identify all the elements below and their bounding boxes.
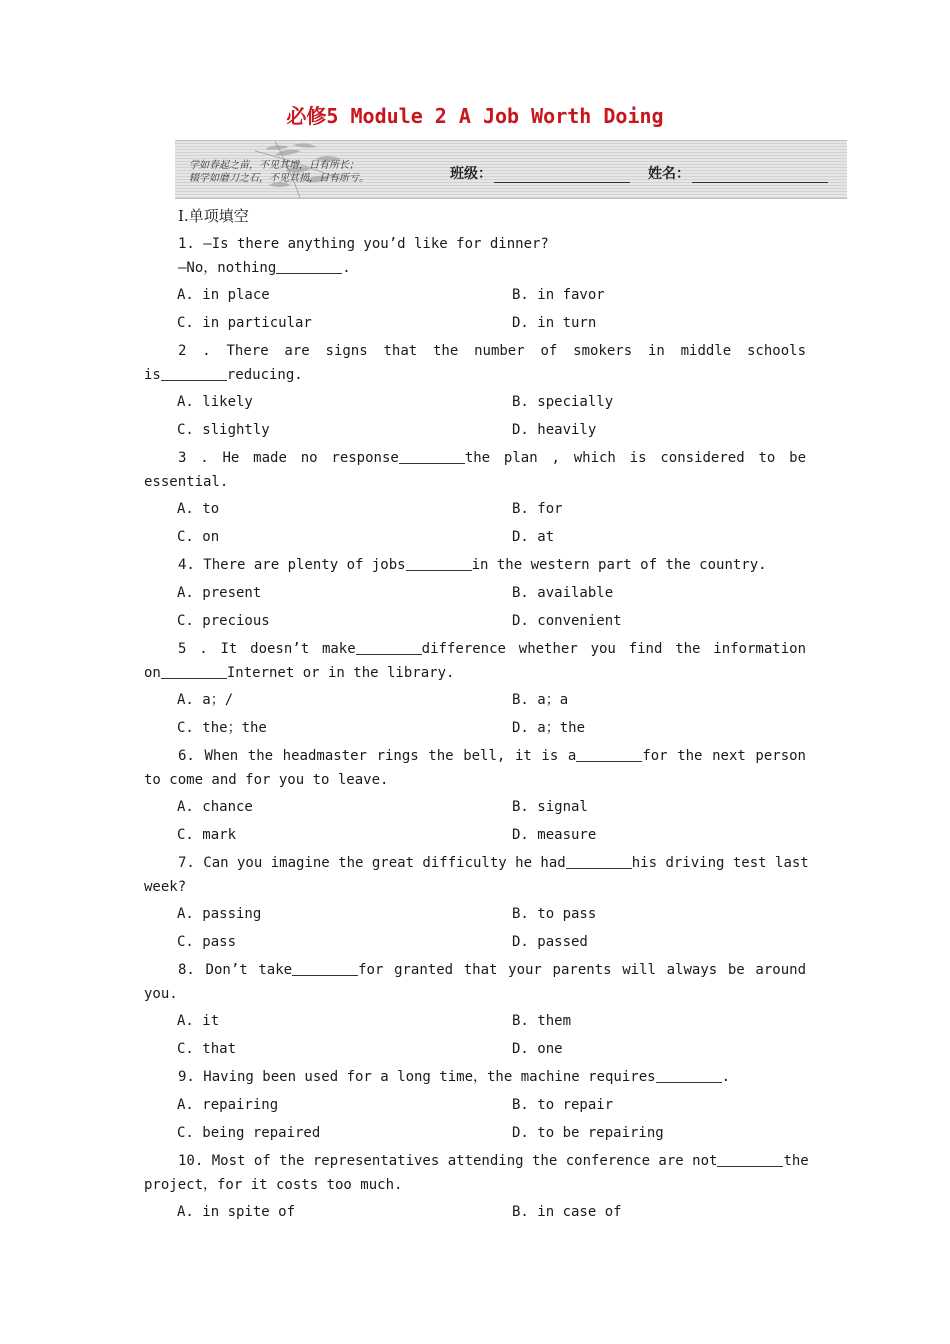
option-d[interactable]: D. measure [512,827,597,843]
question-text: to come and for you to leave. [144,772,389,788]
question-2-line2 [144,363,806,388]
option-a[interactable]: A. it [177,1013,220,1029]
option-c[interactable]: C. precious [177,613,270,629]
question-list [144,230,809,1226]
question-text: 2 . There are signs that the number of smokers in middle schools [178,343,806,359]
answer-blank[interactable] [566,854,632,869]
question-6-stem [144,742,806,770]
question-5-options-ab [144,686,806,714]
question-text: you. [144,986,178,1002]
question-4-options-ab [144,579,806,607]
question-text: 3 . He made no response [178,450,399,466]
option-b[interactable]: B. available [512,585,614,601]
page-title: 必修5 Module 2 A Job Worth Doing [286,104,664,128]
question-3-line2 [144,470,806,495]
answer-blank[interactable] [356,640,422,655]
question-text: 10. Most of the representatives attending the conference are not [178,1153,718,1169]
question-8-options-ab [144,1007,806,1035]
answer-blank[interactable] [576,747,642,762]
question-7-options-ab [144,900,806,928]
header-banner [175,140,847,199]
question-3-options-cd [144,523,806,551]
option-d[interactable]: D. heavily [512,422,597,438]
answer-blank[interactable] [717,1152,783,1167]
question-text: the [783,1153,809,1169]
question-5-options-cd [144,714,806,742]
question-8-options-cd [144,1035,806,1063]
answer-blank[interactable] [161,664,227,679]
answer-blank[interactable] [656,1068,722,1083]
class-field[interactable] [450,163,630,183]
option-b[interactable]: B. specially [512,394,614,410]
question-text: for the next person [642,748,806,764]
question-2-options-cd [144,416,806,444]
name-field[interactable] [648,163,828,183]
question-7-line2 [144,875,806,900]
question-text: . [721,1069,731,1085]
question-6-options-ab [144,793,806,821]
option-c[interactable]: C. that [177,1041,237,1057]
question-10-line2 [144,1173,806,1198]
question-text: for granted that your parents will always be around [358,962,806,978]
question-3-stem [144,444,806,472]
question-text: difference whether you find the information [421,641,806,657]
question-text: is [144,367,161,383]
name-label: 姓名： [648,166,690,182]
option-c[interactable]: C. on [177,529,220,545]
question-10-options-ab [144,1198,806,1226]
option-c[interactable]: C. the；the [177,720,267,736]
option-c[interactable]: C. in particular [177,315,312,331]
answer-blank[interactable] [406,556,472,571]
question-3-options-ab [144,495,806,523]
motto [189,159,369,185]
question-4-stem [144,551,806,579]
question-6-options-cd [144,821,806,849]
option-b[interactable]: B. in favor [512,287,605,303]
question-text: essential. [144,474,229,490]
question-text: on [144,665,161,681]
motto-line-1: 学如春起之苗，不见其增，日有所长； [189,160,359,171]
question-text: the plan , which is considered to be [464,450,806,466]
class-label: 班级： [450,166,492,182]
option-b[interactable]: B. them [512,1013,572,1029]
answer-blank[interactable] [161,366,227,381]
option-a[interactable]: A. likely [177,394,253,410]
question-8-line2 [144,982,806,1007]
question-1-line2 [144,256,806,281]
question-1-stem [144,230,806,258]
option-d[interactable]: D. one [512,1041,563,1057]
question-10-stem [144,1147,809,1175]
section-title: I.单项填空 [178,207,249,225]
question-9-stem [144,1063,806,1091]
question-text: —No，nothing [178,260,277,276]
question-text: 5 . It doesn’t make [178,641,356,657]
option-d[interactable]: D. to be repairing [512,1125,664,1141]
question-text: 8. Don’t take [178,962,293,978]
option-d[interactable]: D. convenient [512,613,622,629]
question-5-stem [144,635,806,663]
option-c[interactable]: C. slightly [177,422,270,438]
answer-blank[interactable] [276,259,342,274]
question-9-options-cd [144,1119,806,1147]
question-text: 7. Can you imagine the great difficulty he had [178,855,566,871]
option-b[interactable]: B. a；a [512,692,569,708]
question-2-options-ab [144,388,806,416]
option-a[interactable]: A. chance [177,799,253,815]
option-b[interactable]: B. to pass [512,906,597,922]
question-7-options-cd [144,928,806,956]
option-d[interactable]: D. at [512,529,555,545]
option-a[interactable]: A. repairing [177,1097,279,1113]
question-text: his driving test last [631,855,809,871]
option-c[interactable]: C. pass [177,934,237,950]
question-8-stem [144,956,806,984]
question-text: project，for it costs too much. [144,1177,403,1193]
option-a[interactable]: A. present [177,585,262,601]
option-d[interactable]: D. a；the [512,720,586,736]
option-a[interactable]: A. in place [177,287,270,303]
option-a[interactable]: A. to [177,501,220,517]
option-b[interactable]: B. to repair [512,1097,614,1113]
question-1-options-cd [144,309,806,337]
question-7-stem [144,849,809,877]
question-text: . [342,260,351,276]
question-text: reducing. [226,367,303,383]
question-text: 6. When the headmaster rings the bell, it is a [178,748,577,764]
motto-line-2: 辍学如磨刀之石，不见其损，日有所亏。 [189,173,369,184]
option-a[interactable]: A. passing [177,906,262,922]
option-a[interactable]: A. a；/ [177,692,234,708]
question-6-line2 [144,768,806,793]
question-5-line2 [144,661,806,686]
option-c[interactable]: C. being repaired [177,1125,321,1141]
question-4-options-cd [144,607,806,635]
question-9-options-ab [144,1091,806,1119]
question-text: 1. —Is there anything you’d like for dinner? [178,236,549,252]
option-b[interactable]: B. for [512,501,563,517]
question-2-stem [144,337,806,365]
answer-blank[interactable] [399,449,465,464]
question-1-options-ab [144,281,806,309]
option-d[interactable]: D. in turn [512,315,597,331]
answer-blank[interactable] [292,961,358,976]
class-input-line[interactable] [494,168,630,183]
option-a[interactable]: A. in spite of [177,1204,296,1220]
question-text: 4. There are plenty of jobs [178,557,406,573]
option-b[interactable]: B. in case of [512,1204,622,1220]
option-d[interactable]: D. passed [512,934,588,950]
question-text: week? [144,879,187,895]
question-text: 9. Having been used for a long time，the machine requires [178,1069,656,1085]
question-text: in the western part of the country. [471,557,767,573]
name-input-line[interactable] [692,168,828,183]
option-b[interactable]: B. signal [512,799,588,815]
question-text: Internet or in the library. [226,665,455,681]
option-c[interactable]: C. mark [177,827,237,843]
